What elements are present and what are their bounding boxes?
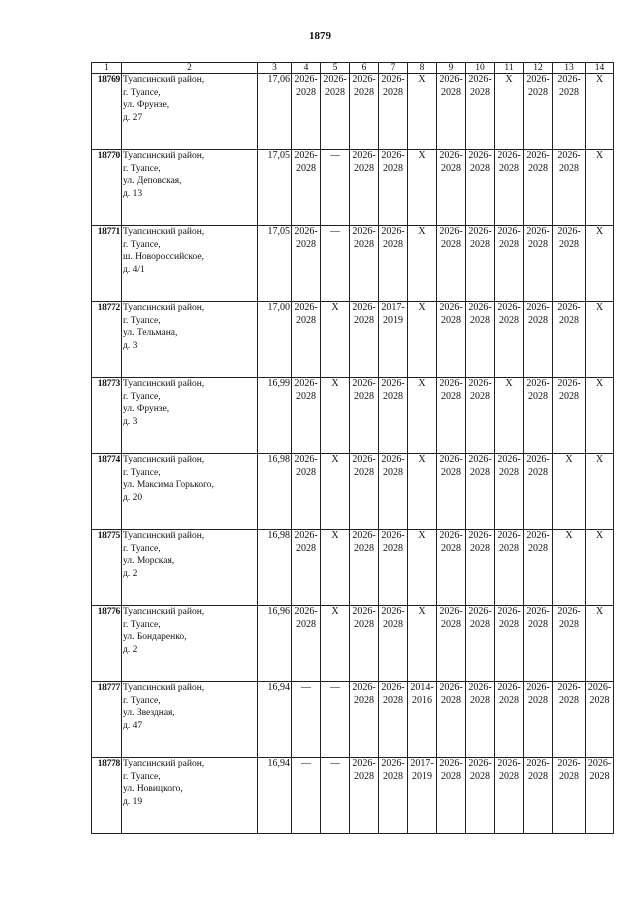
address-line: Туапсинский район, bbox=[123, 759, 205, 769]
period-cell: 2026- 2028 bbox=[437, 378, 466, 454]
period-cell: X bbox=[586, 378, 614, 454]
period-cell: 2026- 2028 bbox=[524, 74, 553, 150]
table-row bbox=[92, 150, 614, 226]
period-cell: — bbox=[292, 758, 321, 834]
address-line: г. Туапсе, bbox=[123, 239, 161, 250]
period-cell: 2026- 2028 bbox=[379, 454, 408, 530]
period-cell: 2026- 2028 bbox=[553, 302, 586, 378]
address-line: Туапсинский район, bbox=[123, 683, 205, 693]
period-cell: 2026- 2028 bbox=[524, 302, 553, 378]
period-cell: 2026- 2028 bbox=[350, 150, 379, 226]
period-cell: X bbox=[586, 606, 614, 682]
period-cell: X bbox=[321, 378, 350, 454]
period-cell: X bbox=[408, 302, 437, 378]
address-line: ул. Морская, bbox=[123, 556, 175, 566]
column-header: 5 bbox=[321, 63, 350, 74]
period-cell: 2026- 2028 bbox=[495, 150, 524, 226]
table-row bbox=[92, 530, 614, 606]
period-cell: 2026- 2028 bbox=[292, 606, 321, 682]
row-number: 18777 bbox=[92, 682, 122, 758]
period-cell: X bbox=[495, 74, 524, 150]
period-cell: — bbox=[321, 758, 350, 834]
period-cell: 2026- 2028 bbox=[437, 682, 466, 758]
period-cell: 2026- 2028 bbox=[495, 758, 524, 834]
address-line: Туапсинский район, bbox=[123, 531, 205, 541]
period-cell: 2026- 2028 bbox=[553, 758, 586, 834]
address-cell bbox=[122, 302, 258, 378]
address-line: г. Туапсе, bbox=[123, 543, 161, 554]
period-cell: 2026- 2028 bbox=[292, 302, 321, 378]
period-cell: 2026- 2028 bbox=[553, 150, 586, 226]
period-cell: 2026- 2028 bbox=[350, 682, 379, 758]
period-cell: X bbox=[586, 530, 614, 606]
column-header: 6 bbox=[350, 63, 379, 74]
page-number: 1879 bbox=[309, 30, 331, 42]
address-line: д. 27 bbox=[123, 112, 143, 123]
period-cell: X bbox=[586, 302, 614, 378]
address-line: ш. Новороссийское, bbox=[123, 252, 204, 262]
period-cell: 2026- 2028 bbox=[524, 606, 553, 682]
address-line: Туапсинский район, bbox=[123, 303, 205, 313]
address-line: г. Туапсе, bbox=[123, 315, 161, 326]
period-cell: 2026- 2028 bbox=[495, 302, 524, 378]
table-row bbox=[92, 682, 614, 758]
period-cell: 2026- 2028 bbox=[495, 454, 524, 530]
column-header: 4 bbox=[292, 63, 321, 74]
address-line: Туапсинский район, bbox=[123, 455, 205, 465]
address-line: д. 20 bbox=[123, 492, 143, 503]
period-cell: X bbox=[586, 150, 614, 226]
address-line: д. 47 bbox=[123, 720, 143, 731]
address-cell bbox=[122, 226, 258, 302]
period-cell: X bbox=[321, 454, 350, 530]
period-cell: 2026- 2028 bbox=[553, 606, 586, 682]
address-cell bbox=[122, 758, 258, 834]
period-cell: X bbox=[408, 226, 437, 302]
area-value: 17,06 bbox=[258, 74, 292, 150]
row-number: 18774 bbox=[92, 454, 122, 530]
address-line: д. 4/1 bbox=[123, 264, 145, 275]
period-cell: 2026- 2028 bbox=[437, 150, 466, 226]
table-row bbox=[92, 454, 614, 530]
row-number: 18770 bbox=[92, 150, 122, 226]
address-line: г. Туапсе, bbox=[123, 163, 161, 174]
period-cell: 2026- 2028 bbox=[292, 74, 321, 150]
period-cell: 2026- 2028 bbox=[379, 758, 408, 834]
area-value: 16,99 bbox=[258, 378, 292, 454]
period-cell: 2026- 2028 bbox=[379, 682, 408, 758]
address-line: ул. Фрунзе, bbox=[123, 404, 170, 414]
address-cell bbox=[122, 682, 258, 758]
address-line: Туапсинский район, bbox=[123, 607, 205, 617]
period-cell: 2026- 2028 bbox=[524, 378, 553, 454]
area-value: 16,94 bbox=[258, 758, 292, 834]
row-number: 18775 bbox=[92, 530, 122, 606]
period-cell: 2026- 2028 bbox=[292, 378, 321, 454]
address-cell bbox=[122, 606, 258, 682]
period-cell: 2026- 2028 bbox=[466, 74, 495, 150]
period-cell: 2026- 2028 bbox=[437, 758, 466, 834]
period-cell: 2026- 2028 bbox=[495, 606, 524, 682]
period-cell: 2026- 2028 bbox=[437, 606, 466, 682]
area-value: 17,05 bbox=[258, 226, 292, 302]
period-cell: 2026- 2028 bbox=[292, 226, 321, 302]
period-cell: X bbox=[408, 74, 437, 150]
period-cell: 2026- 2028 bbox=[524, 530, 553, 606]
period-cell: X bbox=[408, 150, 437, 226]
address-cell bbox=[122, 378, 258, 454]
period-cell: 2026- 2028 bbox=[524, 226, 553, 302]
period-cell: 2026- 2028 bbox=[586, 758, 614, 834]
area-value: 16,96 bbox=[258, 606, 292, 682]
address-line: ул. Максима Горького, bbox=[123, 480, 214, 490]
address-line: ул. Фрунзе, bbox=[123, 100, 170, 110]
address-line: г. Туапсе, bbox=[123, 391, 161, 402]
row-number: 18771 bbox=[92, 226, 122, 302]
column-header: 14 bbox=[586, 63, 614, 74]
period-cell: 2026- 2028 bbox=[292, 150, 321, 226]
address-line: г. Туапсе, bbox=[123, 87, 161, 98]
period-cell: 2026- 2028 bbox=[466, 682, 495, 758]
period-cell: 2026- 2028 bbox=[379, 74, 408, 150]
address-cell bbox=[122, 454, 258, 530]
area-value: 16,94 bbox=[258, 682, 292, 758]
period-cell: 2026- 2028 bbox=[379, 530, 408, 606]
period-cell: 2026- 2028 bbox=[350, 74, 379, 150]
period-cell: 2026- 2028 bbox=[495, 226, 524, 302]
period-cell: 2026- 2028 bbox=[495, 530, 524, 606]
period-cell: 2026- 2028 bbox=[524, 758, 553, 834]
column-header: 11 bbox=[495, 63, 524, 74]
period-cell: 2026- 2028 bbox=[350, 226, 379, 302]
address-line: д. 3 bbox=[123, 340, 138, 351]
column-header: 10 bbox=[466, 63, 495, 74]
area-value: 17,00 bbox=[258, 302, 292, 378]
address-line: Туапсинский район, bbox=[123, 227, 205, 237]
address-line: д. 2 bbox=[123, 568, 138, 579]
period-cell: 2026- 2028 bbox=[466, 606, 495, 682]
header-row bbox=[92, 63, 614, 74]
period-cell: 2026- 2028 bbox=[524, 682, 553, 758]
table-row bbox=[92, 74, 614, 150]
period-cell: X bbox=[586, 74, 614, 150]
period-cell: 2026- 2028 bbox=[466, 226, 495, 302]
period-cell: — bbox=[292, 682, 321, 758]
address-line: Туапсинский район, bbox=[123, 151, 205, 161]
period-cell: 2026- 2028 bbox=[466, 302, 495, 378]
period-cell: X bbox=[321, 530, 350, 606]
registry-table bbox=[91, 62, 614, 834]
period-cell: X bbox=[321, 606, 350, 682]
address-line: г. Туапсе, bbox=[123, 771, 161, 782]
address-line: г. Туапсе, bbox=[123, 619, 161, 630]
period-cell: 2026- 2028 bbox=[350, 454, 379, 530]
period-cell: 2026- 2028 bbox=[350, 606, 379, 682]
address-line: г. Туапсе, bbox=[123, 467, 161, 478]
table-row bbox=[92, 606, 614, 682]
row-number: 18773 bbox=[92, 378, 122, 454]
address-line: ул. Тельмана, bbox=[123, 328, 178, 338]
address-line: ул. Звездная, bbox=[123, 708, 175, 718]
row-number: 18778 bbox=[92, 758, 122, 834]
period-cell: 2026- 2028 bbox=[524, 150, 553, 226]
period-cell: 2026- 2028 bbox=[553, 378, 586, 454]
row-number: 18769 bbox=[92, 74, 122, 150]
period-cell: — bbox=[321, 682, 350, 758]
period-cell: X bbox=[408, 606, 437, 682]
column-header: 1 bbox=[92, 63, 122, 74]
address-line: д. 3 bbox=[123, 416, 138, 427]
address-line: д. 2 bbox=[123, 644, 138, 655]
column-header: 8 bbox=[408, 63, 437, 74]
period-cell: X bbox=[553, 454, 586, 530]
address-cell bbox=[122, 74, 258, 150]
period-cell: 2026- 2028 bbox=[437, 454, 466, 530]
period-cell: 2026- 2028 bbox=[379, 150, 408, 226]
period-cell: 2026- 2028 bbox=[350, 378, 379, 454]
period-cell: — bbox=[321, 150, 350, 226]
table-row bbox=[92, 758, 614, 834]
address-line: ул. Бондаренко, bbox=[123, 632, 187, 642]
period-cell: 2026- 2028 bbox=[350, 530, 379, 606]
address-line: ул. Деповская, bbox=[123, 176, 182, 186]
period-cell: X bbox=[495, 378, 524, 454]
period-cell: 2026- 2028 bbox=[292, 454, 321, 530]
column-header: 7 bbox=[379, 63, 408, 74]
area-value: 16,98 bbox=[258, 530, 292, 606]
period-cell: 2026- 2028 bbox=[466, 454, 495, 530]
area-value: 17,05 bbox=[258, 150, 292, 226]
row-number: 18776 bbox=[92, 606, 122, 682]
address-line: ул. Новицкого, bbox=[123, 784, 183, 794]
table-row bbox=[92, 226, 614, 302]
period-cell: X bbox=[408, 454, 437, 530]
period-cell: 2014- 2016 bbox=[408, 682, 437, 758]
table-row bbox=[92, 378, 614, 454]
period-cell: 2026- 2028 bbox=[495, 682, 524, 758]
column-header: 13 bbox=[553, 63, 586, 74]
address-line: д. 13 bbox=[123, 188, 143, 199]
period-cell: 2026- 2028 bbox=[466, 530, 495, 606]
address-line: г. Туапсе, bbox=[123, 695, 161, 706]
table-row bbox=[92, 302, 614, 378]
period-cell: 2017- 2019 bbox=[408, 758, 437, 834]
period-cell: X bbox=[586, 454, 614, 530]
period-cell: 2026- 2028 bbox=[437, 74, 466, 150]
period-cell: 2026- 2028 bbox=[524, 454, 553, 530]
period-cell: 2026- 2028 bbox=[437, 226, 466, 302]
period-cell: 2026- 2028 bbox=[437, 530, 466, 606]
period-cell: 2026- 2028 bbox=[437, 302, 466, 378]
address-cell bbox=[122, 150, 258, 226]
period-cell: 2026- 2028 bbox=[292, 530, 321, 606]
period-cell: X bbox=[408, 530, 437, 606]
period-cell: 2026- 2028 bbox=[586, 682, 614, 758]
period-cell: X bbox=[553, 530, 586, 606]
period-cell: 2026- 2028 bbox=[553, 226, 586, 302]
column-header: 3 bbox=[258, 63, 292, 74]
period-cell: 2026- 2028 bbox=[350, 758, 379, 834]
period-cell: — bbox=[321, 226, 350, 302]
column-header: 2 bbox=[122, 63, 258, 74]
area-value: 16,98 bbox=[258, 454, 292, 530]
period-cell: X bbox=[586, 226, 614, 302]
column-header: 12 bbox=[524, 63, 553, 74]
period-cell: 2026- 2028 bbox=[379, 226, 408, 302]
period-cell: 2026- 2028 bbox=[553, 74, 586, 150]
period-cell: 2026- 2028 bbox=[466, 378, 495, 454]
period-cell: 2026- 2028 bbox=[379, 378, 408, 454]
period-cell: 2026- 2028 bbox=[379, 606, 408, 682]
period-cell: 2026- 2028 bbox=[321, 74, 350, 150]
period-cell: 2017- 2019 bbox=[379, 302, 408, 378]
address-cell bbox=[122, 530, 258, 606]
row-number: 18772 bbox=[92, 302, 122, 378]
period-cell: 2026- 2028 bbox=[553, 682, 586, 758]
period-cell: 2026- 2028 bbox=[350, 302, 379, 378]
period-cell: 2026- 2028 bbox=[466, 150, 495, 226]
address-line: Туапсинский район, bbox=[123, 379, 205, 389]
column-header: 9 bbox=[437, 63, 466, 74]
period-cell: X bbox=[321, 302, 350, 378]
period-cell: 2026- 2028 bbox=[466, 758, 495, 834]
address-line: д. 19 bbox=[123, 796, 143, 807]
period-cell: X bbox=[408, 378, 437, 454]
address-line: Туапсинский район, bbox=[123, 75, 205, 85]
